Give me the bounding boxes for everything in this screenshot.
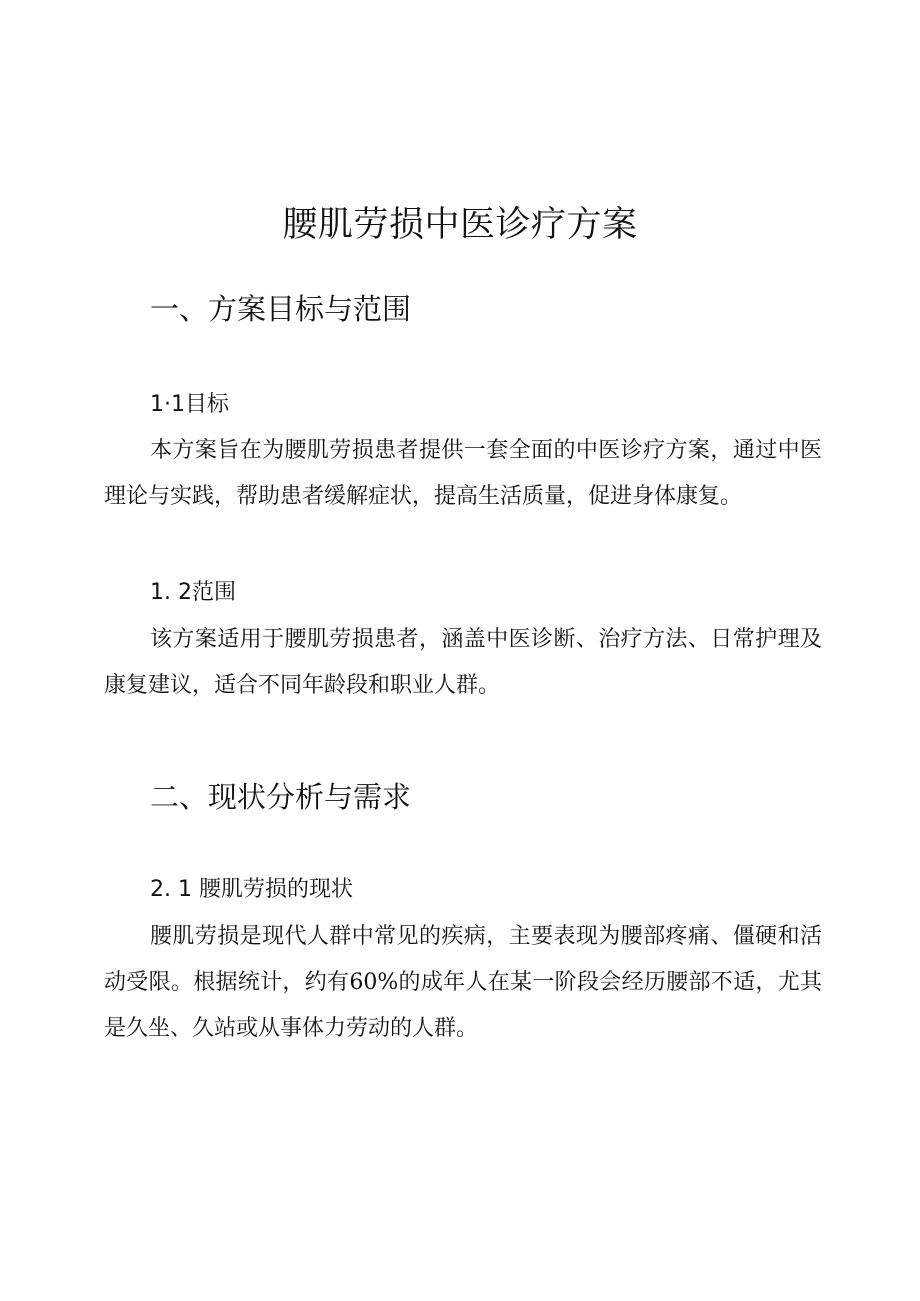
subsection-heading-goal: 1·1目标 [150, 392, 229, 417]
paragraph-goal: 本方案旨在为腰肌劳损患者提供一套全面的中医诊疗方案，通过中医理论与实践，帮助患者缓解症状，提高生活质量，促进身体康复。 [104, 438, 822, 509]
subsection-heading-current-status: 2. 1 腰肌劳损的现状 [150, 877, 353, 902]
section-heading-goals-scope: 一、方案目标与范围 [150, 292, 412, 326]
paragraph-current-status: 腰肌劳损是现代人群中常见的疾病，主要表现为腰部疼痛、僵硬和活动受限。根据统计，约有60%的成年人在某一阶段会经历腰部不适，尤其是久坐、久站或从事体力劳动的人群。 [104, 924, 822, 1041]
section-heading-status-needs: 二、现状分析与需求 [150, 780, 412, 814]
subsection-heading-scope: 1. 2范围 [150, 580, 236, 605]
document-title: 腰肌劳损中医诊疗方案 [282, 205, 638, 246]
paragraph-scope: 该方案适用于腰肌劳损患者，涵盖中医诊断、治疗方法、日常护理及康复建议，适合不同年龄段和职业人群。 [104, 627, 822, 698]
